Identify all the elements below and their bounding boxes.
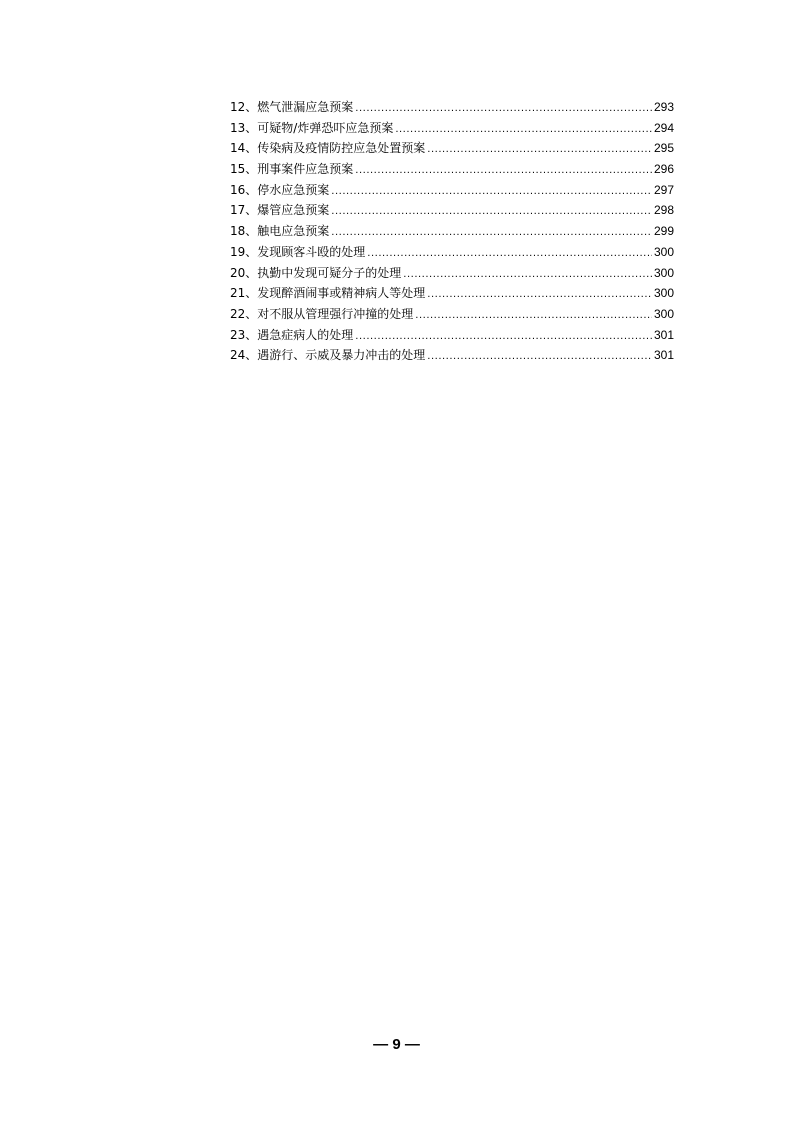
- toc-entry-label: 22、对不服从管理强行冲撞的处理: [230, 306, 414, 321]
- toc-entry-page: 298: [653, 203, 674, 218]
- toc-entry[interactable]: [230, 138, 674, 159]
- toc-entry[interactable]: [230, 221, 674, 242]
- toc-entry-page: 301: [653, 327, 674, 342]
- toc-dot-leader: [355, 327, 652, 348]
- toc-dot-leader: [427, 140, 652, 161]
- toc-dot-leader: [415, 306, 652, 327]
- toc-dot-leader: [403, 265, 652, 286]
- toc-entry-label: 13、可疑物/炸弹恐吓应急预案: [230, 120, 394, 135]
- toc-entry-label: 12、燃气泄漏应急预案: [230, 100, 354, 114]
- toc-entry-label: 24、遇游行、示威及暴力冲击的处理: [230, 348, 426, 363]
- toc-entry[interactable]: [230, 97, 674, 118]
- toc-entry[interactable]: [230, 325, 674, 346]
- toc-dot-leader: [355, 161, 652, 182]
- toc-entry-page: 293: [653, 100, 674, 114]
- toc-entry[interactable]: [230, 283, 674, 304]
- toc-entry[interactable]: [230, 242, 674, 263]
- toc-entry-page: 300: [653, 244, 674, 259]
- toc-entry-page: 300: [653, 286, 674, 301]
- toc-entry-page: 299: [653, 224, 674, 239]
- toc-entry[interactable]: [230, 200, 674, 221]
- page-number: — 9 —: [373, 1036, 420, 1053]
- toc-entry-page: 300: [653, 265, 674, 280]
- toc-entry-label: 20、执勤中发现可疑分子的处理: [230, 265, 402, 280]
- toc-entry-page: 295: [653, 141, 674, 156]
- toc-entry-label: 19、发现顾客斗殴的处理: [230, 244, 366, 259]
- toc-dot-leader: [427, 285, 652, 306]
- toc-entry-label: 21、发现醉酒闹事或精神病人等处理: [230, 286, 426, 301]
- toc-dot-leader: [355, 99, 652, 120]
- toc-entry-page: 296: [653, 162, 674, 177]
- toc-entry-label: 18、触电应急预案: [230, 224, 330, 239]
- toc-dot-leader: [331, 202, 652, 223]
- toc-entry-page: 297: [653, 182, 674, 197]
- toc-entry-label: 23、遇急症病人的处理: [230, 327, 354, 342]
- toc-entry-page: 301: [653, 348, 674, 363]
- toc-entry[interactable]: [230, 118, 674, 139]
- toc-entry[interactable]: [230, 159, 674, 180]
- toc-entry-page: 294: [653, 120, 674, 135]
- toc-entry-label: 15、刑事案件应急预案: [230, 162, 354, 177]
- toc-dot-leader: [331, 182, 652, 203]
- table-of-contents: [230, 97, 674, 366]
- toc-dot-leader: [395, 120, 652, 141]
- toc-entry[interactable]: [230, 304, 674, 325]
- toc-entry-label: 16、停水应急预案: [230, 182, 330, 197]
- toc-entry[interactable]: [230, 180, 674, 201]
- toc-dot-leader: [427, 347, 652, 368]
- toc-entry-label: 17、爆管应急预案: [230, 203, 330, 218]
- toc-entry[interactable]: [230, 345, 674, 366]
- toc-dot-leader: [367, 244, 652, 265]
- toc-entry[interactable]: [230, 263, 674, 284]
- toc-entry-page: 300: [653, 306, 674, 321]
- toc-dot-leader: [331, 223, 652, 244]
- toc-entry-label: 14、传染病及疫情防控应急处置预案: [230, 141, 426, 156]
